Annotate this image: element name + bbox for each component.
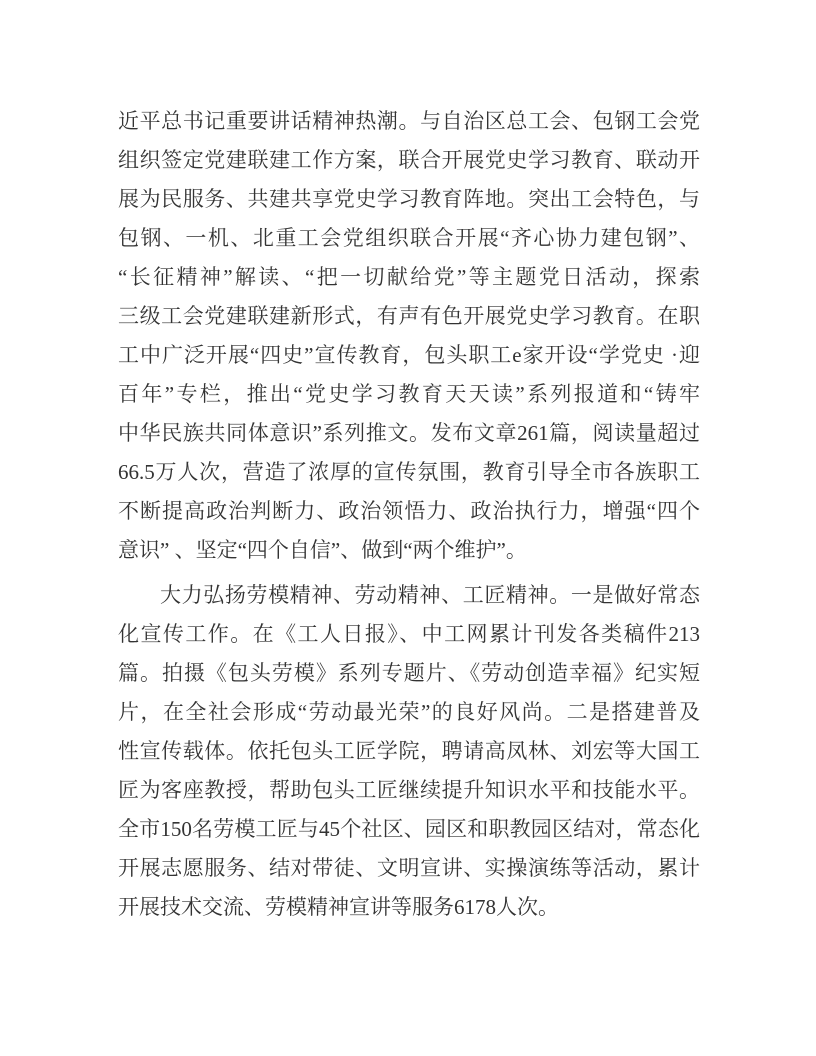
- text-line: 近平总书记重要讲话精神热潮。与自治区总工会、包钢工会党: [118, 109, 700, 133]
- text-line: 开展技术交流、劳模精神宣讲等服务6178人次。: [118, 895, 559, 919]
- text-line: 中华民族共同体意识”系列推文。发布文章261篇，阅读量超过: [118, 421, 700, 445]
- text-line: 百年”专栏，推出“党史学习教育天天读”系列报道和“铸牢: [118, 382, 700, 406]
- paragraph: [118, 102, 700, 570]
- text-block: [118, 102, 700, 927]
- text-line: 66.5万人次，营造了浓厚的宣传氛围，教育引导全市各族职工: [118, 460, 700, 484]
- text-line: 篇。拍摄《包头劳模》系列专题片、《劳动创造幸福》纪实短: [118, 661, 700, 685]
- text-line: 意识” 、坚定“四个自信”、做到“两个维护”。: [118, 538, 527, 562]
- text-line: 展为民服务、共建共享党史学习教育阵地。突出工会特色，与: [118, 187, 700, 211]
- text-line: 工中广泛开展“四史”宣传教育，包头职工e家开设“学党史 ·迎: [118, 343, 700, 367]
- text-line: 组织签定党建联建工作方案，联合开展党史学习教育、联动开: [118, 148, 700, 172]
- text-line: 开展志愿服务、结对带徒、文明宣讲、实操演练等活动，累计: [118, 856, 700, 880]
- text-line: 三级工会党建联建新形式，有声有色开展党史学习教育。在职: [118, 304, 700, 328]
- text-line: 匠为客座教授，帮助包头工匠继续提升知识水平和技能水平。: [118, 778, 700, 802]
- text-line: 化宣传工作。在《工人日报》、中工网累计刊发各类稿件213: [118, 622, 700, 646]
- text-line: 不断提高政治判断力、政治领悟力、政治执行力，增强“四个: [118, 499, 700, 523]
- text-line: “长征精神”解读、“把一切献给党”等主题党日活动，探索: [118, 265, 700, 289]
- text-line: 片，在全社会形成“劳动最光荣”的良好风尚。二是搭建普及: [118, 700, 700, 724]
- text-line: 全市150名劳模工匠与45个社区、园区和职教园区结对，常态化: [118, 817, 700, 841]
- text-line: 性宣传载体。依托包头工匠学院，聘请高凤林、刘宏等大国工: [118, 739, 700, 763]
- text-line: 大力弘扬劳模精神、劳动精神、工匠精神。一是做好常态: [160, 583, 700, 607]
- paragraph: [118, 576, 700, 927]
- text-line: 包钢、一机、北重工会党组织联合开展“齐心协力建包钢”、: [118, 226, 700, 250]
